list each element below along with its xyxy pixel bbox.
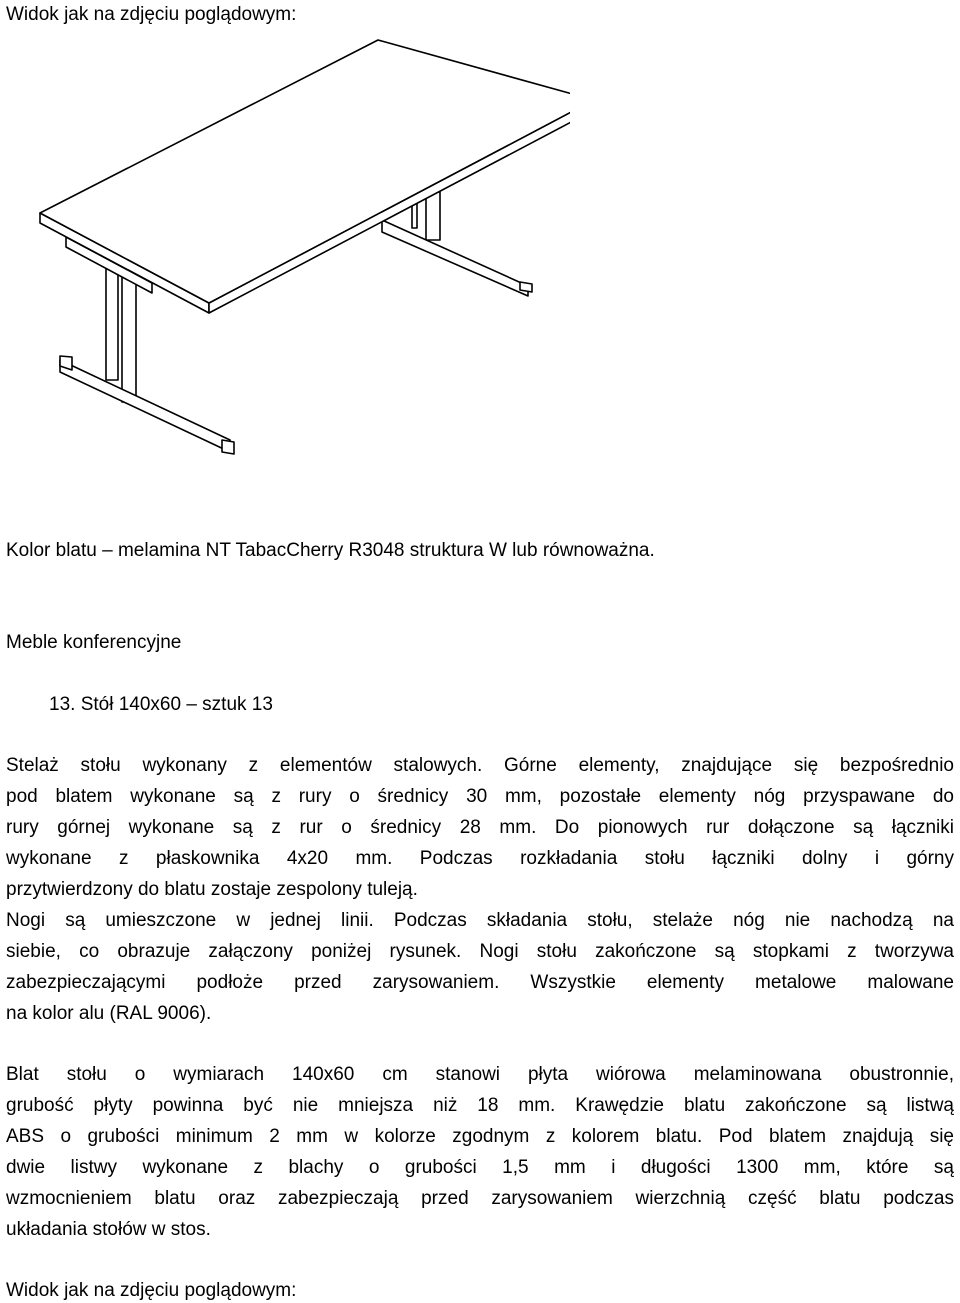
top-paragraph-line: grubość płyty powinna być nie mniejsza niż 18 mm. Krawędzie blatu zakończone są listwą bbox=[6, 1095, 954, 1116]
frame-paragraph-line: siebie, co obrazuje załączony poniżej rysunek. Nogi stołu zakończone są stopkami z tworzywa bbox=[6, 941, 954, 962]
top-paragraph-line: układania stołów w stos. bbox=[6, 1219, 211, 1240]
top-paragraph-line: ABS o grubości minimum 2 mm w kolorze zgodnym z kolorem blatu. Pod blatem znajdują się bbox=[6, 1126, 954, 1147]
frame-paragraph-line: Stelaż stołu wykonany z elementów stalowych. Górne elementy, znajdujące się bezpośrednio bbox=[6, 755, 954, 776]
caption-top: Widok jak na zdjęciu poglądowym: bbox=[6, 4, 297, 25]
color-line: Kolor blatu – melamina NT TabacCherry R3048 struktura W lub równoważna. bbox=[6, 540, 655, 561]
frame-paragraph-line: wykonane z płaskownika 4x20 mm. Podczas rozkładania stołu łączniki dolny i górny bbox=[6, 848, 954, 869]
caption-bottom: Widok jak na zdjęciu poglądowym: bbox=[6, 1280, 297, 1301]
section-title: Meble konferencyjne bbox=[6, 632, 182, 653]
frame-paragraph-line: na kolor alu (RAL 9006). bbox=[6, 1003, 212, 1024]
top-paragraph-line: Blat stołu o wymiarach 140x60 cm stanowi płyta wiórowa melaminowana obustronnie, bbox=[6, 1064, 954, 1085]
frame-paragraph-line: rury górnej wykonane są z rur o średnicy 28 mm. Do pionowych rur dołączone są łączniki bbox=[6, 817, 954, 838]
frame-paragraph-line: pod blatem wykonane są z rury o średnicy 30 mm, pozostałe elementy nóg przyspawane do bbox=[6, 786, 954, 807]
frame-paragraph-line: przytwierdzony do blatu zostaje zespolony tuleją. bbox=[6, 879, 418, 900]
frame-paragraph-line: zabezpieczającymi podłoże przed zarysowaniem. Wszystkie elementy metalowe malowane bbox=[6, 972, 954, 993]
table-drawing bbox=[30, 30, 570, 470]
item-title: 13. Stół 140x60 – sztuk 13 bbox=[49, 694, 273, 715]
top-paragraph-line: dwie listwy wykonane z blachy o grubości 1,5 mm i długości 1300 mm, które są bbox=[6, 1157, 954, 1178]
frame-paragraph-line: Nogi są umieszczone w jednej linii. Podczas składania stołu, stelaże nóg nie nachodzą na bbox=[6, 910, 954, 931]
top-paragraph-line: wzmocnieniem blatu oraz zabezpieczają przed zarysowaniem wierzchnią część blatu podczas bbox=[6, 1188, 954, 1209]
